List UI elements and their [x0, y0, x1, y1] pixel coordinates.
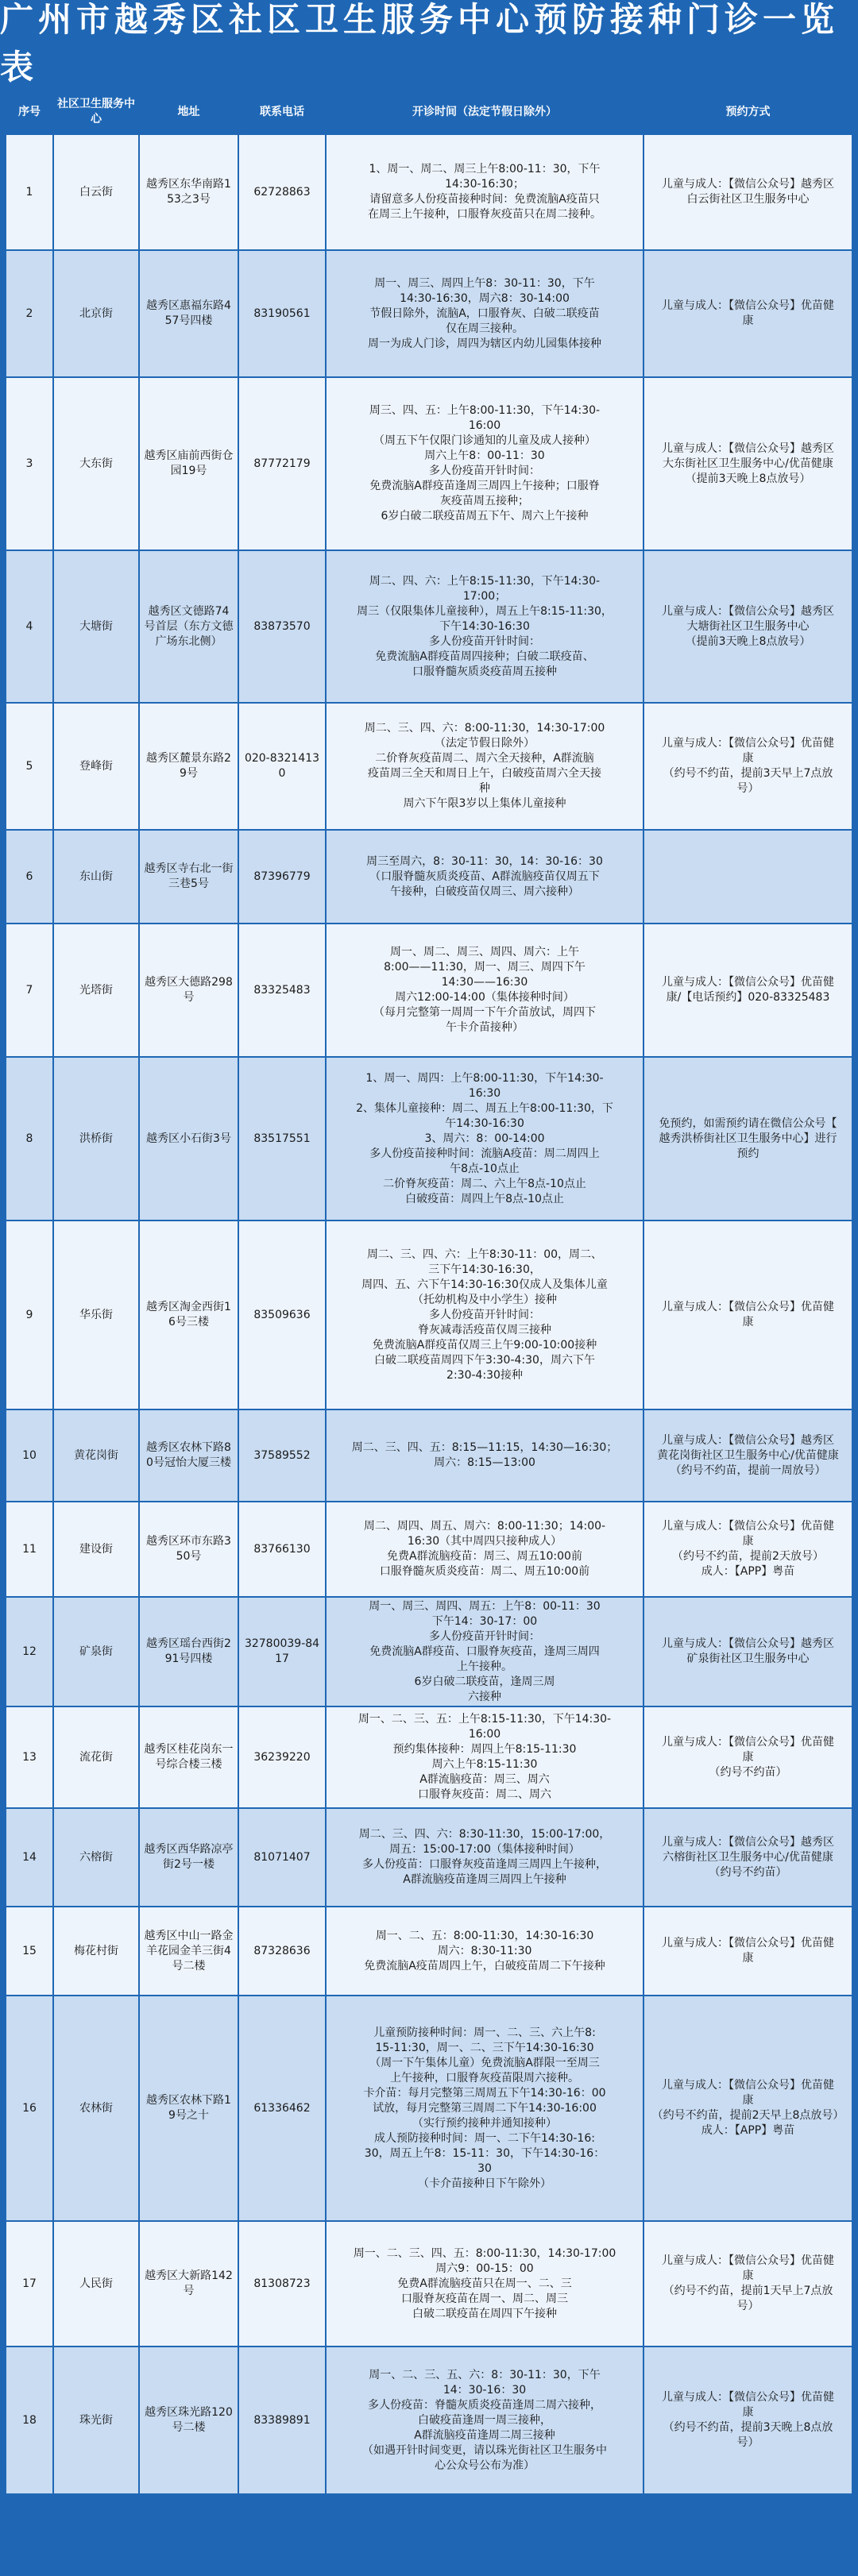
booking-method-line: 儿童与成人：【微信公众号】优苗健	[662, 2254, 834, 2267]
address: 越秀区小石街3号	[139, 1057, 238, 1221]
booking-method-line: 免预约，如需预约请在微信公众号【	[659, 1116, 837, 1130]
table-row	[6, 2347, 852, 2494]
opening-hours-line: 三下午14:30-16:30，	[428, 1263, 541, 1276]
table-row	[6, 1502, 852, 1597]
header-hours: 开诊时间（法定节假日除外）	[326, 90, 644, 134]
table-header-row	[6, 90, 852, 134]
opening-hours-line: （口服脊髓灰质炎疫苗、A群流脑疫苗仅周五下	[369, 870, 600, 883]
opening-hours-line: A群流脑疫苗逢周二周三接种	[414, 2428, 555, 2442]
opening-hours-line: 免费A群流脑疫苗：周三、周五10:00前	[387, 1550, 582, 1563]
row-number: 17	[6, 2221, 53, 2347]
opening-hours-line: 免费流脑A群疫苗周四接种；白破二联疫苗、	[375, 650, 594, 663]
center-name: 光塔街	[53, 924, 139, 1057]
opening-hours-line: 口服脊灰疫苗：周二、周六	[418, 1788, 551, 1801]
opening-hours-line: （实行预约接种并通知接种）	[412, 2116, 557, 2130]
booking-method	[644, 2221, 852, 2347]
opening-hours-line: 免费流脑A群疫苗、口服脊灰疫苗，逢周三周四	[369, 1645, 600, 1658]
booking-method	[644, 1996, 852, 2221]
opening-hours-line: 30	[477, 2161, 492, 2175]
phone-number: 81071407	[238, 1808, 326, 1907]
address: 越秀区珠光路120号二楼	[139, 2347, 238, 2494]
booking-method-line: 矿泉街社区卫生服务中心	[686, 1652, 810, 1665]
opening-hours-line: 周一、周三、周四、周五：上午8：00-11：30	[369, 1599, 601, 1613]
opening-hours-line: 多人份疫苗接种时间：流脑A疫苗：周二周四上	[369, 1147, 600, 1160]
phone-number: 81308723	[238, 2221, 326, 2347]
booking-method-line: （约号不约苗，提前3天早上7点放	[663, 767, 833, 780]
header-booking: 预约方式	[644, 90, 852, 134]
opening-hours-line: 1、周一、周二、周三上午8:00-11：30，下午	[369, 163, 601, 175]
opening-hours-line: 白破二联疫苗在周四下午接种	[412, 2307, 557, 2320]
opening-hours	[326, 1808, 644, 1907]
row-number: 1	[6, 134, 53, 250]
center-name: 人民街	[53, 2221, 139, 2347]
opening-hours-line: 周一、二、五：8:00-11:30，14:30-16:30	[375, 1929, 594, 1942]
center-name: 黄花岗街	[53, 1409, 139, 1502]
opening-hours-line: 2、集体儿童接种：周二、周五上午8:00-11:30，下	[356, 1101, 613, 1115]
opening-hours-line: （每月完整第一周周一下午介苗放试，周四下	[373, 1006, 596, 1019]
booking-method-line: 康	[742, 2269, 754, 2282]
center-name: 北京街	[53, 250, 139, 377]
opening-hours-line: 免费流脑A群疫苗仅周三上午9:00-10:00接种	[372, 1338, 597, 1352]
opening-hours-line: 口服脊髓灰质炎疫苗：周二、周五10:00前	[379, 1565, 590, 1578]
booking-method	[644, 1409, 852, 1502]
opening-hours	[326, 1706, 644, 1808]
opening-hours-line: 午14:30-16:30	[445, 1116, 524, 1130]
booking-method-line: 成人：【APP】粤苗	[701, 2124, 795, 2137]
row-number: 3	[6, 377, 53, 550]
opening-hours	[326, 1907, 644, 1996]
booking-method-line: 儿童与成人：【微信公众号】优苗健	[662, 1520, 834, 1533]
address: 越秀区大新路142号	[139, 2221, 238, 2347]
opening-hours-line: 周六：8:15—13:00	[434, 1456, 535, 1469]
opening-hours-line: 16:00	[468, 419, 501, 432]
row-number: 4	[6, 550, 53, 703]
booking-method-line: （提前3天晚上8点放号）	[685, 634, 811, 648]
opening-hours-line: 预约集体接种：周四上午8:15-11:30	[392, 1743, 577, 1756]
booking-method-line: 儿童与成人：【微信公众号】越秀区	[662, 178, 834, 191]
opening-hours-line: 14:30-16:30；	[445, 178, 524, 191]
booking-method-line: 大东街社区卫生服务中心/优苗健康	[663, 457, 833, 470]
phone-number: 83325483	[238, 924, 326, 1057]
table-row	[6, 134, 852, 250]
booking-method	[644, 250, 852, 377]
opening-hours-line: 周二、三、四、六：8:00-11:30，14:30-17:00	[364, 722, 605, 735]
row-number: 16	[6, 1996, 53, 2221]
opening-hours-line: 15-11:30，周一、二、三下午14:30-16:30	[375, 2041, 594, 2054]
header-center: 社区卫生服务中心	[53, 90, 139, 134]
opening-hours-line: 周一、周二、周三、周四、周六：上午	[390, 946, 579, 958]
opening-hours-line: 仅在周三接种。	[446, 322, 524, 335]
opening-hours	[326, 830, 644, 924]
opening-hours-line: 周四、五、六下午14:30-16:30仅成人及集体儿童	[361, 1278, 608, 1291]
header-phone: 联系电话	[238, 90, 326, 134]
opening-hours-line: 周六上午8：00-11：30	[424, 449, 545, 462]
center-name: 大塘街	[53, 550, 139, 703]
opening-hours-line: 周二、四、六：上午8:15-11:30，下午14:30-	[369, 574, 601, 588]
row-number: 7	[6, 924, 53, 1057]
row-number: 14	[6, 1808, 53, 1907]
table-row	[6, 1996, 852, 2221]
opening-hours-line: 心公众号公布为准）	[435, 2458, 535, 2472]
booking-method	[644, 1706, 852, 1808]
phone-number: 37589552	[238, 1409, 326, 1502]
booking-method-line: 儿童与成人：【微信公众号】优苗健	[662, 1301, 834, 1313]
booking-method-line: 越秀洪桥街社区卫生服务中心】进行	[659, 1132, 837, 1145]
row-number: 10	[6, 1409, 53, 1502]
table-row	[6, 1597, 852, 1706]
phone-number: 83517551	[238, 1057, 326, 1221]
booking-method-line: 儿童与成人：【微信公众号】优苗健	[662, 299, 834, 312]
opening-hours-line: （卡介苗接种日下午除外）	[418, 2177, 551, 2190]
booking-method	[644, 550, 852, 703]
opening-hours-line: 周三、四、五：上午8:00-11:30，下午14:30-	[369, 404, 601, 417]
opening-hours-line: 周一为成人门诊，周四为辖区内幼儿园集体接种	[368, 337, 601, 350]
opening-hours-line: 二价脊灰疫苗周二、周六全天接种，A群流脑	[375, 752, 594, 765]
phone-number: 020-83214130	[238, 703, 326, 830]
opening-hours-line: 17:00；	[462, 589, 507, 603]
center-name: 登峰街	[53, 703, 139, 830]
opening-hours-line: 8:00——11:30，周一、周三、周四下午	[384, 961, 586, 974]
opening-hours-line: 周一、二、三、四、五：8:00-11:30，14:30-17:00	[353, 2246, 616, 2260]
opening-hours-line: 口服脊髓灰质炎疫苗周五接种	[412, 665, 557, 678]
opening-hours-line: 午卡介苗接种）	[446, 1021, 524, 1034]
opening-hours-line: 30，周五上午8：15-11：30，下午14:30-16：	[364, 2146, 605, 2160]
opening-hours-line: 脊灰减毒活疫苗仅周三接种	[418, 1323, 551, 1336]
table-row	[6, 250, 852, 377]
opening-hours-line: 周六下午限3岁以上集体儿童接种	[403, 797, 566, 810]
booking-method-line: 儿童与成人：【微信公众号】优苗健	[662, 737, 834, 750]
booking-method-line: 康	[742, 1750, 754, 1764]
opening-hours	[326, 924, 644, 1057]
booking-method	[644, 1502, 852, 1597]
booking-method-line: 康	[742, 752, 754, 765]
opening-hours-line: 多人份疫苗：脊髓灰质炎疫苗逢周二周六接种，	[368, 2398, 601, 2412]
row-number: 2	[6, 250, 53, 377]
address: 越秀区淘金西街16号三楼	[139, 1221, 238, 1409]
opening-hours	[326, 1057, 644, 1221]
opening-hours-line: 二价脊灰疫苗：周二、六上午8点-10点止	[383, 1177, 586, 1190]
phone-number: 83509636	[238, 1221, 326, 1409]
center-name: 农林街	[53, 1996, 139, 2221]
booking-method-line: 康	[742, 2094, 754, 2107]
center-name: 大东街	[53, 377, 139, 550]
table-row	[6, 1808, 852, 1907]
row-number: 5	[6, 703, 53, 830]
opening-hours-line: 上午接种，口服脊灰疫苗限周六接种。	[390, 2071, 579, 2084]
center-name: 东山街	[53, 830, 139, 924]
phone-number: 87328636	[238, 1907, 326, 1996]
booking-method-line: 儿童与成人：【微信公众号】优苗健	[662, 2079, 834, 2092]
booking-method	[644, 1808, 852, 1907]
opening-hours-line: 午8点-10点止	[450, 1162, 520, 1175]
table-row	[6, 830, 852, 924]
table-row	[6, 924, 852, 1057]
opening-hours	[326, 134, 644, 250]
opening-hours-line: 周三至周六，8：30-11：30，14：30-16：30	[366, 854, 603, 868]
booking-method-line: 康	[742, 1316, 754, 1328]
booking-method	[644, 1057, 852, 1221]
opening-hours-line: 口服脊灰疫苗在周一、周二、周三	[401, 2292, 568, 2305]
opening-hours-line: 周一、周三、周四上午8：30-11：30，下午	[374, 276, 595, 290]
opening-hours-line: 16:30	[468, 1086, 501, 1100]
opening-hours-line: 周二、三、四、五：8:15—11:15，14:30—16:30；	[351, 1441, 618, 1454]
opening-hours-line: （如遇开针时间变更，请以珠光街社区卫生服务中	[362, 2443, 607, 2457]
opening-hours-line: 多人份疫苗：口服脊灰疫苗逢周三周四上午接种，	[362, 1858, 607, 1871]
address: 越秀区麓景东路29号	[139, 703, 238, 830]
booking-method	[644, 377, 852, 550]
booking-method-line: 号）	[736, 2300, 759, 2312]
opening-hours-line: 多人份疫苗开针时间：	[429, 1629, 540, 1643]
booking-method-line: 儿童与成人：【微信公众号】优苗健	[662, 1937, 834, 1949]
address: 越秀区大德路298号	[139, 924, 238, 1057]
opening-hours-line: 3、周六：8：00-14:00	[424, 1132, 545, 1145]
booking-method-line: 康	[742, 2406, 754, 2419]
booking-method	[644, 1221, 852, 1409]
booking-method-line: （约号不约苗，提前1天早上7点放	[663, 2285, 833, 2297]
center-name: 矿泉街	[53, 1597, 139, 1706]
row-number: 12	[6, 1597, 53, 1706]
opening-hours-line: 试放，每月完整第三周周二下午14:30-16:00	[373, 2101, 597, 2115]
row-number: 6	[6, 830, 53, 924]
booking-method-line: 大塘街社区卫生服务中心	[686, 619, 810, 633]
booking-method-line: 儿童与成人：【微信公众号】越秀区	[662, 604, 834, 618]
address: 越秀区瑶台西街291号四楼	[139, 1597, 238, 1706]
opening-hours-line: A群流脑疫苗逢周三周四上午接种	[403, 1873, 566, 1886]
booking-method-line: 儿童与成人：【微信公众号】优苗健	[662, 976, 834, 989]
row-number: 15	[6, 1907, 53, 1996]
phone-number: 36239220	[238, 1706, 326, 1808]
table-row	[6, 550, 852, 703]
phone-number: 32780039-8417	[238, 1597, 326, 1706]
opening-hours-line: （周一下午集体儿童）免费流脑A群限一至周三	[369, 2056, 600, 2069]
opening-hours-line: 下午14:30-16:30	[439, 619, 530, 633]
opening-hours-line: 白破疫苗逢周一周三接种，	[418, 2413, 551, 2427]
booking-method-line: 儿童与成人：【微信公众号】优苗健	[662, 1735, 834, 1749]
opening-hours-line: 种	[479, 782, 490, 795]
center-name: 洪桥街	[53, 1057, 139, 1221]
booking-method-line: 成人：【APP】粤苗	[701, 1565, 795, 1578]
table-row	[6, 2221, 852, 2347]
opening-hours-line: A群流脑疫苗：周三、周六	[419, 1773, 550, 1786]
opening-hours-line: 周六9：00-15：00	[435, 2262, 534, 2275]
address: 越秀区惠福东路457号四楼	[139, 250, 238, 377]
opening-hours-line: 儿童预防接种时间：周一、二、三、六上午8:	[373, 2026, 596, 2039]
center-name: 华乐街	[53, 1221, 139, 1409]
booking-method-line: 康	[742, 1952, 754, 1965]
opening-hours-line: 周六上午8:15-11:30	[431, 1758, 538, 1771]
opening-hours-line: 14：30-16：30	[443, 2383, 527, 2397]
table-row	[6, 1221, 852, 1409]
booking-method-line: 六榕街社区卫生服务中心/优苗健康	[663, 1850, 833, 1864]
clinic-table	[5, 89, 853, 2495]
opening-hours	[326, 703, 644, 830]
center-name: 梅花村街	[53, 1907, 139, 1996]
center-name: 建设街	[53, 1502, 139, 1597]
booking-method	[644, 2347, 852, 2494]
opening-hours-line: （周五下午仅限门诊通知的儿童及成人接种）	[373, 434, 596, 447]
phone-number: 62728863	[238, 134, 326, 250]
opening-hours	[326, 2221, 644, 2347]
booking-method-line: 号）	[736, 782, 759, 795]
opening-hours-line: 周五：15:00-17:00（集体接种时间）	[389, 1843, 580, 1856]
phone-number: 87772179	[238, 377, 326, 550]
booking-method-line: 号）	[736, 2436, 759, 2449]
opening-hours-line: 疫苗周三全天和周日上午，白破疫苗周六全天接	[368, 767, 601, 780]
address: 越秀区文德路74号首层（东方文德广场东北侧）	[139, 550, 238, 703]
opening-hours-line: 成人预防接种时间：周一、二下午14:30-16:	[374, 2131, 595, 2145]
booking-method-line: 康/【电话预约】020-83325483	[666, 991, 830, 1004]
opening-hours	[326, 2347, 644, 2494]
booking-method-line: 黄花岗街社区卫生服务中心/优苗健康	[657, 1448, 839, 1462]
opening-hours-line: 免费A群流脑疫苗只在周一、二、三	[397, 2277, 572, 2290]
table-row	[6, 1706, 852, 1808]
booking-method-line: 儿童与成人：【微信公众号】越秀区	[662, 1637, 834, 1650]
row-number: 11	[6, 1502, 53, 1597]
opening-hours	[326, 1996, 644, 2221]
opening-hours-line: 多人份疫苗开针时间：	[429, 1308, 540, 1321]
booking-method-line: （约号不约苗，提前3天晚上8点放	[663, 2421, 833, 2434]
opening-hours-line: 周二、三、四、六：上午8:30-11：00，周二、	[366, 1248, 603, 1261]
phone-number: 83389891	[238, 2347, 326, 2494]
table-row	[6, 1409, 852, 1502]
opening-hours	[326, 377, 644, 550]
booking-method	[644, 1907, 852, 1996]
phone-number: 83766130	[238, 1502, 326, 1597]
opening-hours-line: 节假日除外，流脑A，口服脊灰、白破二联疫苗	[369, 307, 600, 320]
header-address: 地址	[139, 90, 238, 134]
opening-hours-line: 6岁白破二联疫苗，逢周三周	[414, 1675, 555, 1688]
booking-method-line: 康	[742, 1535, 754, 1548]
opening-hours-line: 灰疫苗周五接种；	[440, 495, 529, 507]
opening-hours-line: 周二、三、四、六：8:30-11:30，15:00-17:00，	[358, 1828, 611, 1841]
booking-method-line: 白云街社区卫生服务中心	[686, 193, 810, 206]
address: 越秀区西华路凉亭街2号一楼	[139, 1808, 238, 1907]
phone-number: 87396779	[238, 830, 326, 924]
table-row	[6, 377, 852, 550]
address: 越秀区农林下路19号之十	[139, 1996, 238, 2221]
opening-hours-line: （托幼机构及中小学生）接种	[412, 1293, 557, 1306]
booking-method-line: 康	[742, 314, 754, 327]
phone-number: 83190561	[238, 250, 326, 377]
booking-method-line: 儿童与成人：【微信公众号】优苗健	[662, 2391, 834, 2404]
row-number: 9	[6, 1221, 53, 1409]
opening-hours-line: 周一、二、三、五：上午8:15-11:30，下午14:30-	[358, 1713, 612, 1726]
table-row	[6, 1907, 852, 1996]
opening-hours-line: 六接种	[468, 1690, 501, 1703]
booking-method	[644, 924, 852, 1057]
opening-hours-line: 多人份疫苗开针时间：	[429, 634, 540, 648]
row-number: 18	[6, 2347, 53, 2494]
address: 越秀区东华南路153之3号	[139, 134, 238, 250]
center-name: 六榕街	[53, 1808, 139, 1907]
opening-hours-line: 上午接种。	[457, 1660, 512, 1673]
address: 越秀区桂花岗东一号综合楼三楼	[139, 1706, 238, 1808]
opening-hours-line: 请留意多人份疫苗接种时间：免费流脑A疫苗只	[369, 193, 600, 206]
address: 越秀区农林下路80号冠怡大厦三楼	[139, 1409, 238, 1502]
center-name: 流花街	[53, 1706, 139, 1808]
opening-hours-line: （法定节假日除外）	[435, 737, 535, 750]
opening-hours-line: 免费流脑A群疫苗逢周三周四上午接种；口服脊	[369, 480, 600, 492]
table-body	[6, 134, 852, 2494]
booking-method-line: 预约	[736, 1147, 759, 1160]
row-number: 8	[6, 1057, 53, 1221]
booking-method	[644, 1597, 852, 1706]
opening-hours-line: 周三（仅限集体儿童接种），周五上午8:15-11:30，	[357, 604, 613, 618]
opening-hours-line: 周二、周四、周五、周六：8:00-11:30；14:00-	[363, 1520, 606, 1533]
page-title: 广州市越秀区社区卫生服务中心预防接种门诊一览表	[0, 0, 840, 87]
opening-hours	[326, 550, 644, 703]
booking-method	[644, 134, 852, 250]
booking-method-line: 儿童与成人：【微信公众号】越秀区	[662, 1433, 834, 1447]
opening-hours	[326, 1409, 644, 1502]
booking-method-line: （约号不约苗，提前2天放号）	[672, 1550, 824, 1563]
opening-hours	[326, 250, 644, 377]
opening-hours-line: 下午14：30-17：00	[431, 1614, 538, 1628]
opening-hours	[326, 1502, 644, 1597]
opening-hours-line: 14:30-16:30，周六8：30-14:00	[400, 291, 570, 305]
phone-number: 61336462	[238, 1996, 326, 2221]
center-name: 珠光街	[53, 2347, 139, 2494]
opening-hours-line: 周一、二、三、五、六：8：30-11：30，下午	[369, 2368, 601, 2381]
header-no: 序号	[6, 90, 53, 134]
table-row	[6, 703, 852, 830]
booking-method-line: （提前3天晚上8点放号）	[685, 472, 811, 485]
address: 越秀区中山一路金羊花园金羊三街4号二楼	[139, 1907, 238, 1996]
row-number: 13	[6, 1706, 53, 1808]
booking-method-line: 儿童与成人：【微信公众号】越秀区	[662, 442, 834, 455]
table-row	[6, 1057, 852, 1221]
opening-hours-line: 16:00	[468, 1728, 501, 1741]
opening-hours-line: 2:30-4:30接种	[446, 1368, 523, 1382]
address: 越秀区庙前西街仓园19号	[139, 377, 238, 550]
opening-hours-line: 卡介苗：每月完整第三周周五下午14:30-16：00	[363, 2086, 606, 2100]
opening-hours-line: 白破疫苗：周四上午8点-10点止	[405, 1192, 564, 1205]
opening-hours-line: 午接种，白破疫苗仅周三、周六接种）	[390, 885, 579, 898]
opening-hours-line: 白破二联疫苗周四下午3:30-4:30，周六下午	[374, 1353, 595, 1367]
opening-hours-line: 6岁白破二联疫苗周五下午、周六上午接种	[381, 510, 589, 523]
opening-hours-line: 14:30——16:30	[441, 976, 528, 989]
booking-method-line: （约号不约苗，提前2天早上8点放号）	[651, 2109, 844, 2122]
center-name: 白云街	[53, 134, 139, 250]
address: 越秀区寺右北一街三巷5号	[139, 830, 238, 924]
booking-method	[644, 830, 852, 924]
address: 越秀区环市东路350号	[139, 1502, 238, 1597]
opening-hours	[326, 1597, 644, 1706]
booking-method	[644, 703, 852, 830]
opening-hours-line: 免费流脑A疫苗周四上午，白破疫苗周二下午接种	[364, 1959, 605, 1972]
booking-method-line: （约号不约苗）	[709, 1865, 787, 1879]
opening-hours-line: 多人份疫苗开针时间：	[429, 465, 540, 477]
opening-hours-line: 在周三上午接种，口服脊灰疫苗只在周二接种。	[368, 208, 601, 221]
opening-hours	[326, 1221, 644, 1409]
opening-hours-line: 16:30（其中周四只接种成人）	[407, 1535, 562, 1548]
booking-method-line: （约号不约苗）	[709, 1765, 787, 1779]
opening-hours-line: 1、周一、周四：上午8:00-11:30，下午14:30-	[365, 1071, 604, 1085]
booking-method-line: （约号不约苗，提前一周放号）	[670, 1463, 826, 1477]
phone-number: 83873570	[238, 550, 326, 703]
booking-method-line: 儿童与成人：【微信公众号】越秀区	[662, 1835, 834, 1849]
opening-hours-line: 周六12:00-14:00（集体接种时间）	[395, 991, 574, 1004]
opening-hours-line: 周六：8:30-11:30	[437, 1944, 532, 1957]
